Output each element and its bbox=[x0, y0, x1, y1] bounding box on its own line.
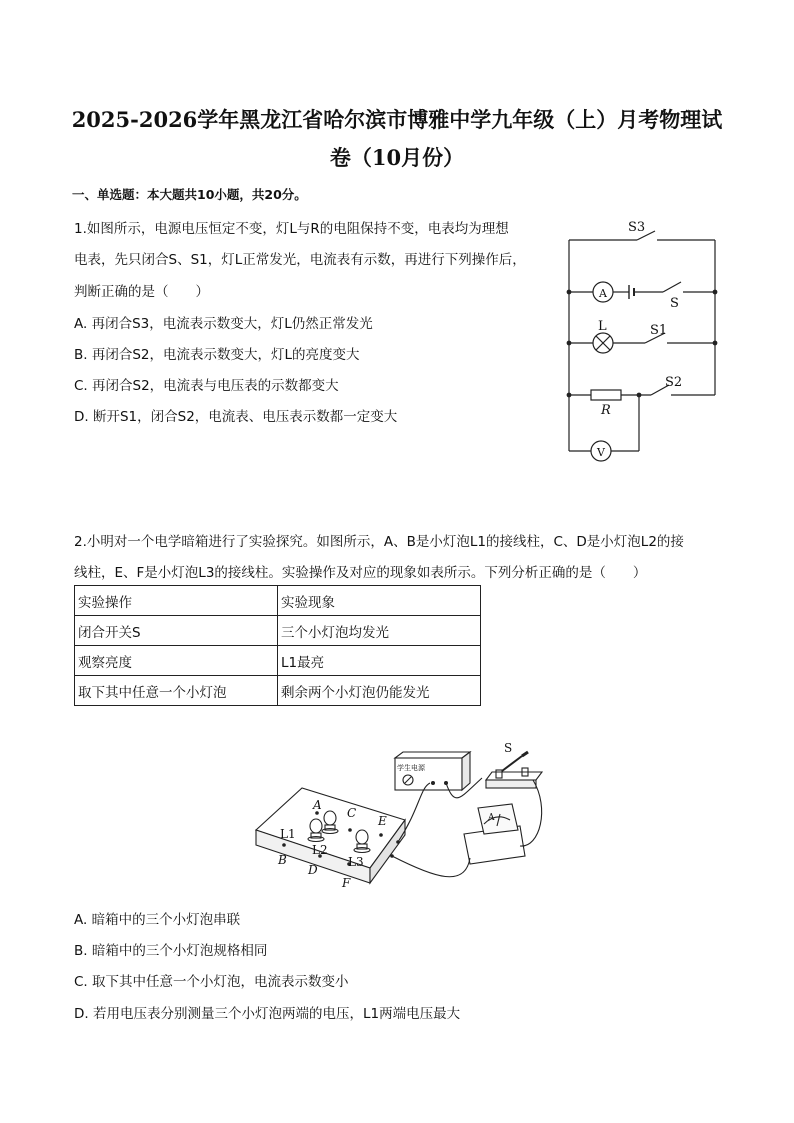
page-title-line1: 2025-2026学年黑龙江省哈尔滨市博雅中学九年级（上）月考物理试 bbox=[71, 107, 723, 132]
table-row bbox=[75, 646, 481, 676]
resistor-label: R bbox=[601, 403, 611, 418]
ammeter-meter-label: A bbox=[488, 813, 495, 823]
table-row bbox=[75, 616, 481, 646]
q2-stem-line2: 线柱，E、F是小灯泡L3的接线柱。实验操作及对应的现象如表所示。下列分析正确的是（ ） bbox=[74, 565, 647, 581]
q2-option-b[interactable]: B. 暗箱中的三个小灯泡规格相同 bbox=[74, 943, 268, 959]
table-header-cell: 实验操作 bbox=[75, 586, 278, 616]
q2-switch-label: S bbox=[504, 741, 513, 755]
switch-icon bbox=[486, 752, 542, 788]
table-cell: 取下其中任意一个小灯泡 bbox=[75, 676, 278, 706]
table-row bbox=[75, 676, 481, 706]
terminal-e-label: E bbox=[378, 814, 387, 828]
voltmeter-label: V bbox=[597, 446, 605, 459]
q2-stem-line1: 2.小明对一个电学暗箱进行了实验探究。如图所示，A、B是小灯泡L1的接线柱，C、D是小灯泡L2的接 bbox=[74, 534, 684, 550]
table-header-cell: 实验现象 bbox=[278, 586, 481, 616]
s2-label: S2 bbox=[665, 375, 683, 390]
q1-stem-line2: 电表，先只闭合S、S1，灯L正常发光，电流表有示数，再进行下列操作后， bbox=[74, 252, 526, 268]
page-title-line2: 卷（10月份） bbox=[329, 145, 465, 170]
q2-option-d[interactable]: D. 若用电压表分别测量三个小灯泡两端的电压，L1两端电压最大 bbox=[74, 1006, 461, 1022]
lamp-label: L bbox=[598, 319, 607, 334]
bulb-l3-label: L3 bbox=[348, 855, 364, 869]
q1-circuit-diagram bbox=[555, 215, 735, 465]
q2-option-c[interactable]: C. 取下其中任意一个小灯泡，电流表示数变小 bbox=[74, 974, 349, 990]
table-cell: L1最亮 bbox=[278, 646, 481, 676]
table-cell: 闭合开关S bbox=[75, 616, 278, 646]
terminal-c-label: C bbox=[347, 806, 357, 820]
terminal-b-label: B bbox=[278, 853, 287, 867]
q2-option-a[interactable]: A. 暗箱中的三个小灯泡串联 bbox=[74, 912, 241, 928]
q1-option-b[interactable]: B. 再闭合S2，电流表示数变大，灯L的亮度变大 bbox=[74, 347, 360, 363]
ammeter-label: A bbox=[599, 287, 607, 300]
q1-option-c[interactable]: C. 再闭合S2，电流表与电压表的示数都变大 bbox=[74, 378, 339, 394]
table-header-row bbox=[75, 586, 481, 616]
bulb-l2-label: L2 bbox=[312, 843, 328, 857]
terminal-d-label: D bbox=[308, 863, 318, 877]
q1-stem-line3: 判断正确的是（ ） bbox=[74, 284, 209, 300]
terminal-f-label: F bbox=[342, 876, 351, 890]
section-heading: 一、单选题：本大题共10小题，共20分。 bbox=[72, 187, 307, 202]
ammeter-meter-icon bbox=[464, 804, 525, 864]
table-cell: 观察亮度 bbox=[75, 646, 278, 676]
q1-option-d[interactable]: D. 断开S1，闭合S2，电流表、电压表示数都一定变大 bbox=[74, 409, 398, 425]
power-supply-label: 学生电源 bbox=[397, 764, 425, 772]
table-cell: 剩余两个小灯泡仍能发光 bbox=[278, 676, 481, 706]
q1-option-a[interactable]: A. 再闭合S3，电流表示数变大，灯L仍然正常发光 bbox=[74, 316, 373, 332]
table-cell: 三个小灯泡均发光 bbox=[278, 616, 481, 646]
s3-label: S3 bbox=[628, 220, 646, 235]
q1-stem-line1: 1.如图所示，电源电压恒定不变，灯L与R的电阻保持不变，电表均为理想 bbox=[74, 221, 509, 237]
s-label: S bbox=[670, 296, 679, 311]
terminal-a-label: A bbox=[313, 798, 322, 812]
s1-label: S1 bbox=[650, 323, 668, 338]
bulb-l1-label: L1 bbox=[280, 827, 296, 841]
q2-observation-table bbox=[74, 585, 481, 706]
q2-apparatus-figure bbox=[250, 738, 550, 893]
